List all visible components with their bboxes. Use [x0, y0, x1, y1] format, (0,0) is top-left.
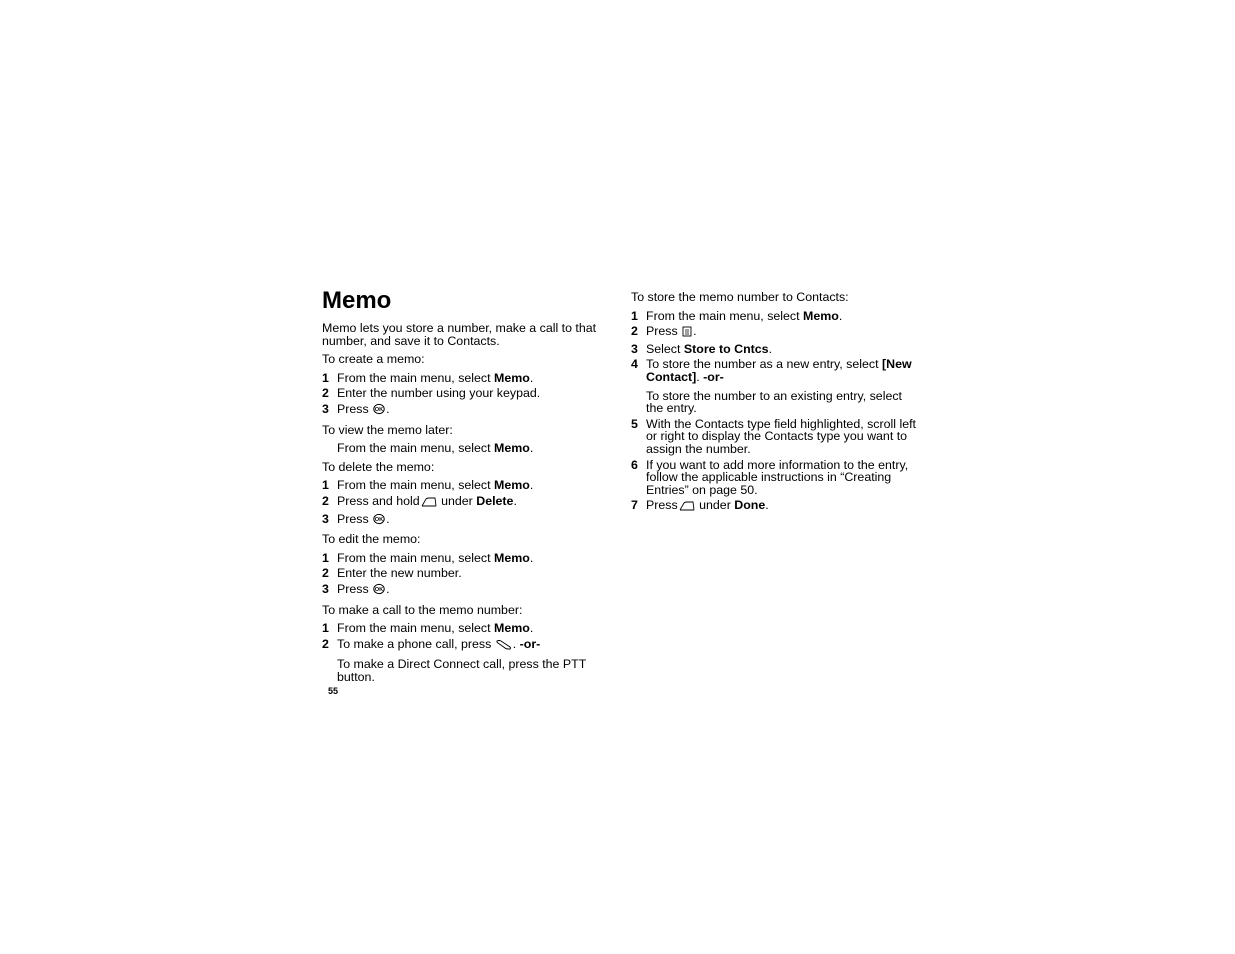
store-step-4: 4 To store the number as a new entry, select [New Contact]. -or-: [631, 357, 912, 384]
menu-key-icon: [682, 326, 692, 340]
store-memo-steps: [631, 310, 916, 514]
svg-text:OK: OK: [374, 587, 384, 594]
view-memo-instruction: From the main menu, select Memo.: [337, 441, 534, 456]
create-memo-steps: [322, 372, 607, 418]
delete-step-2: 2 Press and hold under Delete.: [322, 493, 517, 508]
delete-step-1: 1 From the main menu, select Memo.: [322, 478, 534, 493]
create-step-1: 1 From the main menu, select Memo.: [322, 370, 534, 385]
ok-key-icon: [373, 403, 385, 418]
create-memo-lead: To create a memo:: [322, 352, 425, 367]
edit-step-3: 3 Press OK .: [322, 581, 390, 596]
ok-key-icon: [373, 513, 385, 528]
call-memo-lead: To make a call to the memo number:: [322, 602, 523, 617]
intro-paragraph: Memo lets you store a number, make a call to that number, and save it to Contacts.: [322, 321, 597, 348]
softkey-icon: [421, 497, 437, 510]
edit-step-1: 1 From the main menu, select Memo.: [322, 550, 534, 565]
send-key-icon: [496, 639, 512, 653]
page-title: Memo: [322, 287, 392, 314]
right-column: [631, 291, 916, 514]
call-step-1: 1 From the main menu, select Memo.: [322, 621, 534, 636]
store-existing-entry-instruction: To store the number to an existing entry, select the entry.: [646, 388, 902, 416]
store-step-5: 5 With the Contacts type field highlighted, scroll left or right to display the Contacts type you want to assign the number.: [631, 416, 916, 456]
svg-text:OK: OK: [374, 516, 384, 523]
edit-step-2: 2 Enter the new number.: [322, 566, 462, 581]
create-step-2: 2 Enter the number using your keypad.: [322, 386, 541, 401]
store-step-1: 1 From the main menu, select Memo.: [631, 308, 843, 323]
edit-memo-lead: To edit the memo:: [322, 532, 421, 547]
store-step-6: 6 If you want to add more information to the entry, follow the applicable instructions in “Creating Entries” on page 50.: [631, 457, 909, 497]
edit-memo-steps: [322, 552, 607, 598]
view-memo-lead: To view the memo later:: [322, 422, 453, 437]
delete-memo-lead: To delete the memo:: [322, 459, 435, 474]
store-step-2: 2 Press .: [631, 324, 697, 339]
call-memo-steps: [322, 622, 607, 683]
store-step-3: 3 Select Store to Cntcs.: [631, 341, 773, 356]
softkey-icon: [679, 501, 695, 514]
call-step-2: 2 To make a phone call, press . -or-: [322, 636, 541, 651]
page-number: 55: [328, 686, 339, 696]
delete-memo-steps: [322, 479, 607, 527]
left-column: [322, 286, 607, 683]
store-step-7: 7 Press under Done.: [631, 498, 769, 513]
delete-step-3: 3 Press OK .: [322, 511, 390, 526]
svg-text:OK: OK: [374, 407, 384, 414]
ok-key-icon: [373, 583, 385, 598]
create-step-3: 3 Press OK .: [322, 401, 390, 416]
store-memo-lead: To store the memo number to Contacts:: [631, 290, 849, 304]
call-direct-connect-instruction: To make a Direct Connect call, press the PTT button.: [337, 657, 587, 684]
